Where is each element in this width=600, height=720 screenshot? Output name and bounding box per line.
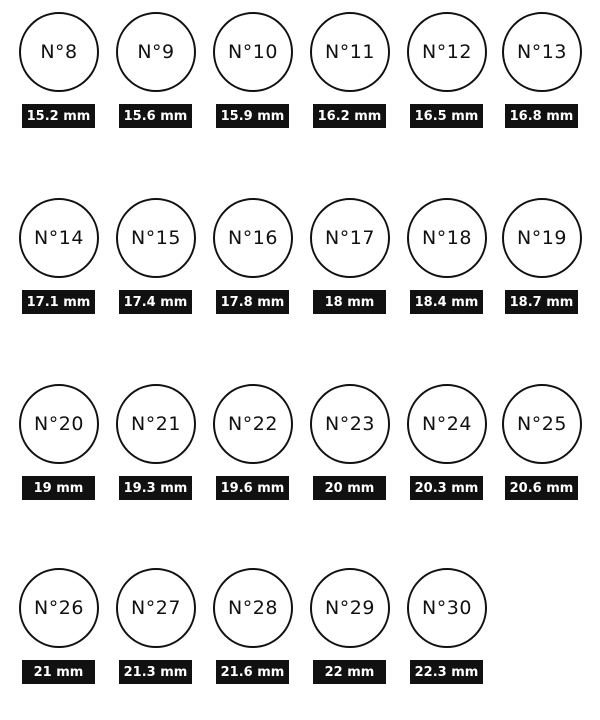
diameter-badge: 21.6 mm — [216, 660, 289, 684]
ring-circle — [19, 198, 99, 278]
diameter-badge: 16.8 mm — [505, 104, 578, 128]
ring-size-item — [404, 372, 494, 502]
ring-size-item — [499, 372, 589, 502]
ring-circle — [213, 568, 293, 648]
diameter-badge: 18 mm — [313, 290, 386, 314]
ring-circle — [310, 198, 390, 278]
ring-size-label: N°22 — [228, 413, 278, 435]
ring-size-label: N°18 — [422, 227, 472, 249]
ring-size-label: N°29 — [325, 597, 375, 619]
ring-circle — [116, 568, 196, 648]
diameter-badge: 20.3 mm — [410, 476, 483, 500]
ring-circle — [407, 198, 487, 278]
diameter-badge: 21.3 mm — [119, 660, 192, 684]
ring-circle — [310, 568, 390, 648]
ring-size-item — [210, 556, 300, 686]
ring-size-item — [113, 0, 203, 130]
diameter-badge: 15.2 mm — [22, 104, 95, 128]
ring-size-item — [16, 556, 106, 686]
diameter-badge: 19.3 mm — [119, 476, 192, 500]
ring-size-item — [113, 372, 203, 502]
ring-size-item — [210, 372, 300, 502]
ring-size-label: N°30 — [422, 597, 472, 619]
diameter-badge: 21 mm — [22, 660, 95, 684]
ring-circle — [213, 384, 293, 464]
diameter-badge: 17.4 mm — [119, 290, 192, 314]
ring-size-item — [307, 556, 397, 686]
diameter-badge: 16.5 mm — [410, 104, 483, 128]
ring-circle — [407, 568, 487, 648]
ring-size-item — [307, 186, 397, 316]
diameter-badge: 19 mm — [22, 476, 95, 500]
ring-size-label: N°15 — [131, 227, 181, 249]
ring-circle — [19, 568, 99, 648]
ring-size-item — [307, 0, 397, 130]
ring-size-label: N°16 — [228, 227, 278, 249]
ring-size-item — [404, 556, 494, 686]
diameter-badge: 22.3 mm — [410, 660, 483, 684]
diameter-badge: 19.6 mm — [216, 476, 289, 500]
ring-size-label: N°9 — [137, 41, 175, 63]
diameter-badge: 15.6 mm — [119, 104, 192, 128]
diameter-badge: 22 mm — [313, 660, 386, 684]
ring-size-label: N°23 — [325, 413, 375, 435]
diameter-badge: 20 mm — [313, 476, 386, 500]
ring-size-label: N°20 — [34, 413, 84, 435]
ring-size-label: N°8 — [40, 41, 78, 63]
ring-size-label: N°19 — [517, 227, 567, 249]
ring-circle — [407, 384, 487, 464]
diameter-badge: 16.2 mm — [313, 104, 386, 128]
ring-size-label: N°14 — [34, 227, 84, 249]
ring-size-label: N°25 — [517, 413, 567, 435]
ring-circle — [213, 198, 293, 278]
ring-circle — [116, 384, 196, 464]
diameter-badge: 18.4 mm — [410, 290, 483, 314]
ring-size-label: N°27 — [131, 597, 181, 619]
ring-size-label: N°11 — [325, 41, 375, 63]
diameter-badge: 20.6 mm — [505, 476, 578, 500]
ring-size-item — [404, 186, 494, 316]
ring-circle — [116, 198, 196, 278]
ring-circle — [19, 384, 99, 464]
ring-circle — [19, 12, 99, 92]
ring-circle — [310, 12, 390, 92]
ring-size-label: N°28 — [228, 597, 278, 619]
ring-size-item — [16, 0, 106, 130]
ring-size-item — [113, 556, 203, 686]
ring-circle — [310, 384, 390, 464]
ring-size-label: N°24 — [422, 413, 472, 435]
ring-size-label: N°17 — [325, 227, 375, 249]
ring-circle — [502, 384, 582, 464]
ring-size-label: N°13 — [517, 41, 567, 63]
ring-size-label: N°10 — [228, 41, 278, 63]
ring-size-item — [210, 186, 300, 316]
ring-size-item — [16, 186, 106, 316]
ring-circle — [116, 12, 196, 92]
ring-circle — [213, 12, 293, 92]
diameter-badge: 15.9 mm — [216, 104, 289, 128]
ring-circle — [502, 198, 582, 278]
diameter-badge: 17.8 mm — [216, 290, 289, 314]
ring-size-item — [16, 372, 106, 502]
ring-circle — [407, 12, 487, 92]
diameter-badge: 17.1 mm — [22, 290, 95, 314]
ring-size-item — [499, 186, 589, 316]
ring-size-label: N°26 — [34, 597, 84, 619]
ring-size-item — [404, 0, 494, 130]
ring-size-item — [499, 0, 589, 130]
diameter-badge: 18.7 mm — [505, 290, 578, 314]
ring-size-item — [210, 0, 300, 130]
ring-size-item — [113, 186, 203, 316]
ring-size-item — [307, 372, 397, 502]
ring-circle — [502, 12, 582, 92]
ring-size-label: N°21 — [131, 413, 181, 435]
ring-size-label: N°12 — [422, 41, 472, 63]
